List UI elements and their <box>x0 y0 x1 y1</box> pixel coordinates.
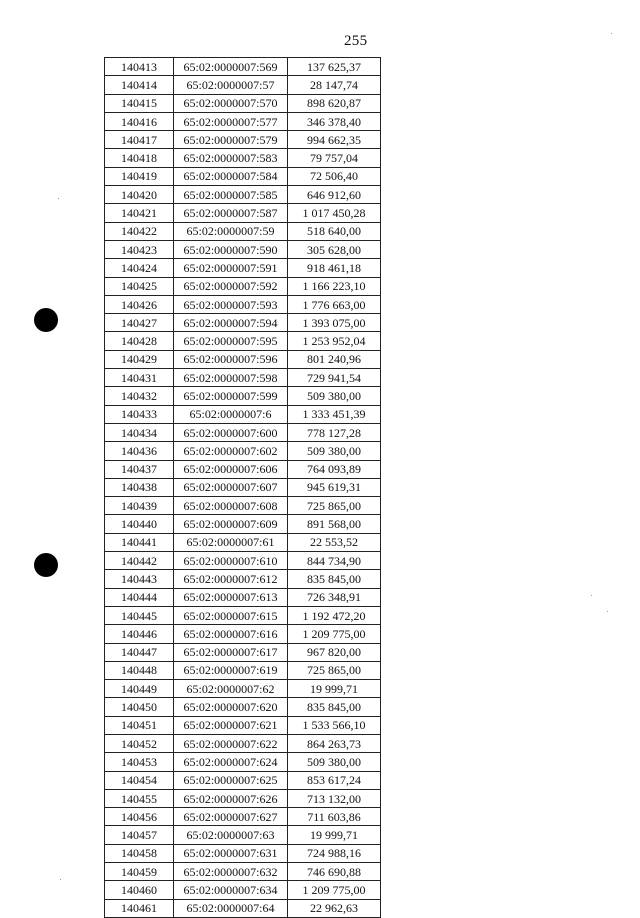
table-row <box>105 332 381 350</box>
table-row <box>105 680 381 698</box>
row-id-cell: 140437 <box>105 460 174 478</box>
cadastral-value-cell: 509 380,00 <box>288 442 381 460</box>
table-row <box>105 826 381 844</box>
table-row <box>105 881 381 899</box>
table-row <box>105 716 381 734</box>
row-id-cell: 140457 <box>105 826 174 844</box>
table-row <box>105 423 381 441</box>
table-row <box>105 734 381 752</box>
cadastral-number-cell: 65:02:0000007:624 <box>174 753 288 771</box>
table-row <box>105 259 381 277</box>
row-id-cell: 140417 <box>105 131 174 149</box>
row-id-cell: 140422 <box>105 222 174 240</box>
table-row <box>105 149 381 167</box>
row-id-cell: 140459 <box>105 863 174 881</box>
cadastral-value-cell: 509 380,00 <box>288 387 381 405</box>
cadastral-number-cell: 65:02:0000007:590 <box>174 240 288 258</box>
cadastral-number-cell: 65:02:0000007:591 <box>174 259 288 277</box>
cadastral-value-cell: 844 734,90 <box>288 552 381 570</box>
cadastral-number-cell: 65:02:0000007:61 <box>174 533 288 551</box>
binder-hole <box>34 553 58 577</box>
table-row <box>105 625 381 643</box>
cadastral-number-cell: 65:02:0000007:599 <box>174 387 288 405</box>
table-body <box>105 58 381 918</box>
cadastral-number-cell: 65:02:0000007:612 <box>174 570 288 588</box>
cadastral-value-cell: 801 240,96 <box>288 350 381 368</box>
cadastral-value-cell: 726 348,91 <box>288 588 381 606</box>
cadastral-value-cell: 1 209 775,00 <box>288 625 381 643</box>
row-id-cell: 140434 <box>105 423 174 441</box>
row-id-cell: 140416 <box>105 112 174 130</box>
cadastral-number-cell: 65:02:0000007:631 <box>174 844 288 862</box>
row-id-cell: 140419 <box>105 167 174 185</box>
row-id-cell: 140452 <box>105 734 174 752</box>
table-row <box>105 863 381 881</box>
row-id-cell: 140453 <box>105 753 174 771</box>
cadastral-number-cell: 65:02:0000007:600 <box>174 423 288 441</box>
table-row <box>105 94 381 112</box>
table-row <box>105 76 381 94</box>
cadastral-number-cell: 65:02:0000007:622 <box>174 734 288 752</box>
cadastral-number-cell: 65:02:0000007:607 <box>174 478 288 496</box>
row-id-cell: 140444 <box>105 588 174 606</box>
cadastral-value-cell: 1 333 451,39 <box>288 405 381 423</box>
row-id-cell: 140415 <box>105 94 174 112</box>
cadastral-value-cell: 1 209 775,00 <box>288 881 381 899</box>
cadastral-number-cell: 65:02:0000007:570 <box>174 94 288 112</box>
cadastral-value-cell: 22 553,52 <box>288 533 381 551</box>
row-id-cell: 140450 <box>105 698 174 716</box>
binder-hole <box>34 308 58 332</box>
row-id-cell: 140456 <box>105 808 174 826</box>
cadastral-value-cell: 346 378,40 <box>288 112 381 130</box>
scan-speck <box>58 198 59 199</box>
cadastral-value-cell: 28 147,74 <box>288 76 381 94</box>
row-id-cell: 140432 <box>105 387 174 405</box>
table-row <box>105 844 381 862</box>
row-id-cell: 140443 <box>105 570 174 588</box>
cadastral-value-cell: 509 380,00 <box>288 753 381 771</box>
cadastral-number-cell: 65:02:0000007:617 <box>174 643 288 661</box>
table-row <box>105 222 381 240</box>
cadastral-value-cell: 835 845,00 <box>288 570 381 588</box>
row-id-cell: 140461 <box>105 899 174 917</box>
row-id-cell: 140429 <box>105 350 174 368</box>
table-row <box>105 497 381 515</box>
cadastral-value-cell: 305 628,00 <box>288 240 381 258</box>
table-row <box>105 58 381 76</box>
cadastral-value-cell: 918 461,18 <box>288 259 381 277</box>
table-row <box>105 753 381 771</box>
cadastral-value-cell: 725 865,00 <box>288 661 381 679</box>
cadastral-value-cell: 891 568,00 <box>288 515 381 533</box>
table-row <box>105 643 381 661</box>
cadastral-value-cell: 853 617,24 <box>288 771 381 789</box>
row-id-cell: 140439 <box>105 497 174 515</box>
row-id-cell: 140451 <box>105 716 174 734</box>
cadastral-value-cell: 713 132,00 <box>288 789 381 807</box>
cadastral-number-cell: 65:02:0000007:577 <box>174 112 288 130</box>
cadastral-number-cell: 65:02:0000007:619 <box>174 661 288 679</box>
row-id-cell: 140428 <box>105 332 174 350</box>
row-id-cell: 140433 <box>105 405 174 423</box>
cadastral-value-cell: 994 662,35 <box>288 131 381 149</box>
cadastral-value-cell: 137 625,37 <box>288 58 381 76</box>
cadastral-value-cell: 967 820,00 <box>288 643 381 661</box>
row-id-cell: 140427 <box>105 314 174 332</box>
cadastral-value-cell: 945 619,31 <box>288 478 381 496</box>
cadastral-number-cell: 65:02:0000007:57 <box>174 76 288 94</box>
row-id-cell: 140460 <box>105 881 174 899</box>
row-id-cell: 140425 <box>105 277 174 295</box>
table-row <box>105 314 381 332</box>
row-id-cell: 140447 <box>105 643 174 661</box>
row-id-cell: 140449 <box>105 680 174 698</box>
cadastral-value-table <box>104 57 381 918</box>
cadastral-value-cell: 646 912,60 <box>288 186 381 204</box>
cadastral-value-cell: 729 941,54 <box>288 369 381 387</box>
cadastral-value-cell: 72 506,40 <box>288 167 381 185</box>
scan-speck <box>591 595 592 596</box>
row-id-cell: 140418 <box>105 149 174 167</box>
row-id-cell: 140414 <box>105 76 174 94</box>
cadastral-number-cell: 65:02:0000007:6 <box>174 405 288 423</box>
table-row <box>105 204 381 222</box>
table-row <box>105 771 381 789</box>
cadastral-number-cell: 65:02:0000007:620 <box>174 698 288 716</box>
cadastral-number-cell: 65:02:0000007:569 <box>174 58 288 76</box>
cadastral-value-cell: 1 393 075,00 <box>288 314 381 332</box>
cadastral-number-cell: 65:02:0000007:583 <box>174 149 288 167</box>
cadastral-number-cell: 65:02:0000007:608 <box>174 497 288 515</box>
table-row <box>105 789 381 807</box>
row-id-cell: 140413 <box>105 58 174 76</box>
row-id-cell: 140442 <box>105 552 174 570</box>
cadastral-number-cell: 65:02:0000007:584 <box>174 167 288 185</box>
cadastral-number-cell: 65:02:0000007:64 <box>174 899 288 917</box>
cadastral-number-cell: 65:02:0000007:587 <box>174 204 288 222</box>
cadastral-value-cell: 22 962,63 <box>288 899 381 917</box>
cadastral-value-cell: 1 192 472,20 <box>288 606 381 624</box>
cadastral-value-cell: 79 757,04 <box>288 149 381 167</box>
cadastral-number-cell: 65:02:0000007:596 <box>174 350 288 368</box>
table-row <box>105 570 381 588</box>
cadastral-number-cell: 65:02:0000007:62 <box>174 680 288 698</box>
cadastral-number-cell: 65:02:0000007:602 <box>174 442 288 460</box>
row-id-cell: 140431 <box>105 369 174 387</box>
cadastral-value-cell: 764 093,89 <box>288 460 381 478</box>
cadastral-value-cell: 1 166 223,10 <box>288 277 381 295</box>
table-row <box>105 533 381 551</box>
table-row <box>105 698 381 716</box>
row-id-cell: 140421 <box>105 204 174 222</box>
table-row <box>105 552 381 570</box>
cadastral-number-cell: 65:02:0000007:621 <box>174 716 288 734</box>
table-row <box>105 588 381 606</box>
row-id-cell: 140441 <box>105 533 174 551</box>
cadastral-number-cell: 65:02:0000007:63 <box>174 826 288 844</box>
cadastral-number-cell: 65:02:0000007:593 <box>174 295 288 313</box>
table-row <box>105 478 381 496</box>
table-row <box>105 661 381 679</box>
table-row <box>105 295 381 313</box>
table-row <box>105 515 381 533</box>
cadastral-number-cell: 65:02:0000007:616 <box>174 625 288 643</box>
cadastral-value-cell: 1 776 663,00 <box>288 295 381 313</box>
table-row <box>105 606 381 624</box>
table-row <box>105 112 381 130</box>
scan-speck <box>611 33 612 34</box>
row-id-cell: 140424 <box>105 259 174 277</box>
cadastral-value-cell: 864 263,73 <box>288 734 381 752</box>
cadastral-number-cell: 65:02:0000007:579 <box>174 131 288 149</box>
table-row <box>105 186 381 204</box>
cadastral-value-cell: 724 988,16 <box>288 844 381 862</box>
table-row <box>105 167 381 185</box>
cadastral-number-cell: 65:02:0000007:610 <box>174 552 288 570</box>
cadastral-number-cell: 65:02:0000007:606 <box>174 460 288 478</box>
table-row <box>105 369 381 387</box>
scan-speck <box>607 611 608 612</box>
cadastral-value-cell: 711 603,86 <box>288 808 381 826</box>
cadastral-number-cell: 65:02:0000007:595 <box>174 332 288 350</box>
cadastral-number-cell: 65:02:0000007:632 <box>174 863 288 881</box>
row-id-cell: 140438 <box>105 478 174 496</box>
cadastral-value-cell: 835 845,00 <box>288 698 381 716</box>
cadastral-number-cell: 65:02:0000007:634 <box>174 881 288 899</box>
cadastral-number-cell: 65:02:0000007:598 <box>174 369 288 387</box>
cadastral-value-cell: 518 640,00 <box>288 222 381 240</box>
table-row <box>105 131 381 149</box>
cadastral-number-cell: 65:02:0000007:613 <box>174 588 288 606</box>
cadastral-number-cell: 65:02:0000007:615 <box>174 606 288 624</box>
table-row <box>105 442 381 460</box>
cadastral-value-cell: 1 253 952,04 <box>288 332 381 350</box>
cadastral-value-cell: 1 017 450,28 <box>288 204 381 222</box>
cadastral-number-cell: 65:02:0000007:625 <box>174 771 288 789</box>
row-id-cell: 140440 <box>105 515 174 533</box>
cadastral-number-cell: 65:02:0000007:627 <box>174 808 288 826</box>
cadastral-value-cell: 746 690,88 <box>288 863 381 881</box>
row-id-cell: 140445 <box>105 606 174 624</box>
row-id-cell: 140426 <box>105 295 174 313</box>
table-row <box>105 899 381 917</box>
cadastral-number-cell: 65:02:0000007:594 <box>174 314 288 332</box>
row-id-cell: 140446 <box>105 625 174 643</box>
cadastral-number-cell: 65:02:0000007:626 <box>174 789 288 807</box>
table-row <box>105 460 381 478</box>
row-id-cell: 140455 <box>105 789 174 807</box>
cadastral-number-cell: 65:02:0000007:585 <box>174 186 288 204</box>
row-id-cell: 140458 <box>105 844 174 862</box>
cadastral-number-cell: 65:02:0000007:592 <box>174 277 288 295</box>
page-number: 255 <box>344 33 368 49</box>
row-id-cell: 140436 <box>105 442 174 460</box>
table-row <box>105 808 381 826</box>
cadastral-value-cell: 725 865,00 <box>288 497 381 515</box>
table-row <box>105 350 381 368</box>
row-id-cell: 140448 <box>105 661 174 679</box>
table-row <box>105 277 381 295</box>
row-id-cell: 140420 <box>105 186 174 204</box>
cadastral-value-cell: 1 533 566,10 <box>288 716 381 734</box>
scan-speck <box>60 879 61 880</box>
cadastral-value-cell: 778 127,28 <box>288 423 381 441</box>
cadastral-number-cell: 65:02:0000007:609 <box>174 515 288 533</box>
cadastral-value-cell: 19 999,71 <box>288 680 381 698</box>
table-row <box>105 405 381 423</box>
table-row <box>105 240 381 258</box>
cadastral-number-cell: 65:02:0000007:59 <box>174 222 288 240</box>
row-id-cell: 140454 <box>105 771 174 789</box>
cadastral-value-cell: 898 620,87 <box>288 94 381 112</box>
row-id-cell: 140423 <box>105 240 174 258</box>
cadastral-value-cell: 19 999,71 <box>288 826 381 844</box>
table-row <box>105 387 381 405</box>
